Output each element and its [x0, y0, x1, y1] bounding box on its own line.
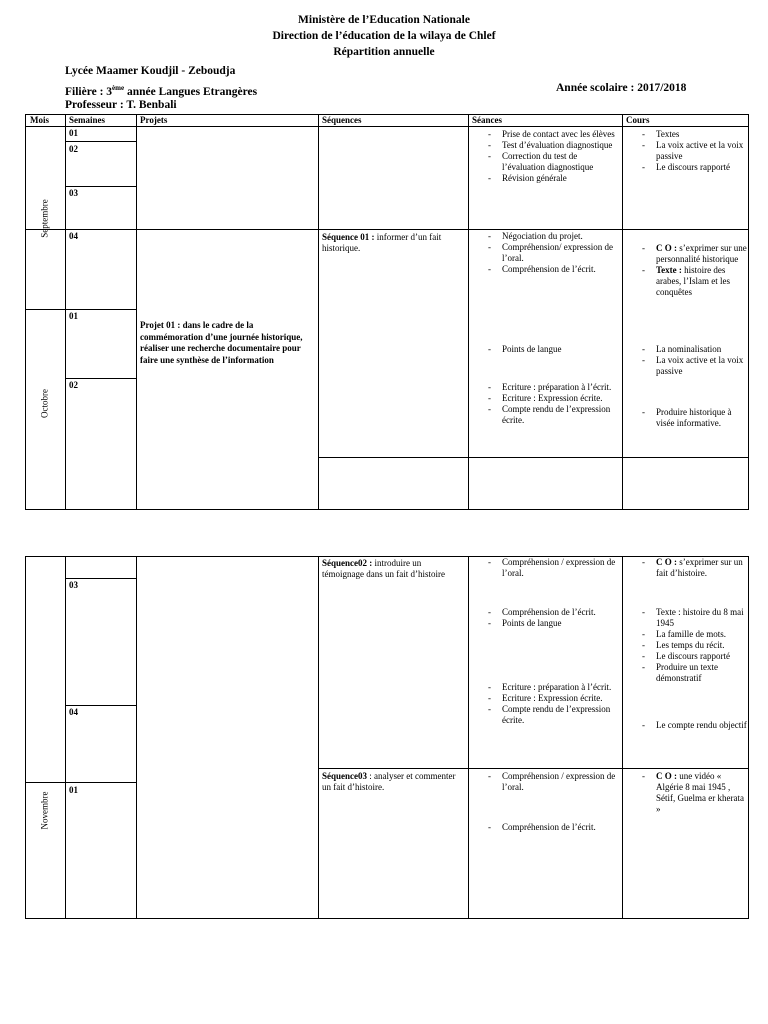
- sequence-01: Séquence 01 : informer d’un fait historique.: [322, 232, 442, 253]
- week-label: 02: [69, 380, 78, 390]
- list-item: - Textes: [638, 129, 748, 140]
- month-novembre: Novembre: [39, 791, 50, 830]
- list-item: - Ecriture : Expression écrite.: [484, 393, 618, 404]
- col-header-cours: Cours: [626, 115, 650, 125]
- list-item: - C O : une vidéo « Algérie 8 mai 1945 , Sétif, Guelma er kherata »: [638, 771, 748, 815]
- seances-list: [484, 771, 618, 793]
- list-item: - Les temps du récit.: [638, 640, 748, 651]
- col-header-projets: Projets: [140, 115, 168, 125]
- list-item: - Texte : histoire du 8 mai 1945: [638, 607, 748, 629]
- list-item: - La nominalisation: [638, 344, 748, 355]
- school-year: Année scolaire : 2017/2018: [556, 82, 687, 94]
- cours-list: [638, 771, 748, 815]
- list-item: - C O : s’exprimer sur une personnalité historique: [638, 243, 748, 265]
- cours-list: [638, 344, 748, 377]
- list-item: - Produire historique à visée informative.: [638, 407, 748, 429]
- list-item: - Le compte rendu objectif: [638, 720, 748, 731]
- week-label: 03: [69, 580, 78, 590]
- cours-list: [638, 407, 748, 429]
- list-item: - Points de langue: [484, 344, 618, 355]
- seances-list: [484, 231, 618, 275]
- list-item: - Compte rendu de l’expression écrite.: [484, 404, 618, 426]
- list-item: - C O : s’exprimer sur un fait d’histoire.: [638, 557, 748, 579]
- list-item: - Produire un texte démonstratif: [638, 662, 748, 684]
- list-item: - Révision générale: [484, 173, 618, 184]
- list-item: - Compréhension / expression de l’oral.: [484, 771, 618, 793]
- list-item: - Correction du test de l’évaluation diagnostique: [484, 151, 618, 173]
- list-item: - Compte rendu de l’expression écrite.: [484, 704, 618, 726]
- week-label: 01: [69, 785, 78, 795]
- sequence-02: Séquence02 : introduire un témoignage dans un fait d’histoire: [322, 558, 445, 579]
- col-header-semaines: Semaines: [69, 115, 105, 125]
- list-item: - La voix active et la voix passive: [638, 355, 748, 377]
- list-item: - Points de langue: [484, 618, 618, 629]
- list-item: - Négociation du projet.: [484, 231, 618, 242]
- cours-list: [638, 243, 748, 298]
- week-label: 02: [69, 144, 78, 154]
- week-label: 01: [69, 128, 78, 138]
- seances-list: [484, 382, 618, 426]
- list-item: - Ecriture : préparation à l’écrit.: [484, 682, 618, 693]
- week-label: 04: [69, 707, 78, 717]
- projet-01: Projet 01 : dans le cadre de la commémoration d’une journée historique, réaliser une recherche documentaire pour faire une synthèse de l’information: [140, 320, 303, 365]
- direction-title: Direction de l’éducation de la wilaya de Chlef: [272, 30, 496, 42]
- col-header-seances: Séances: [472, 115, 502, 125]
- cours-list: [638, 129, 748, 173]
- list-item: - Ecriture : Expression écrite.: [484, 693, 618, 704]
- list-item: - La famille de mots.: [638, 629, 748, 640]
- sequence-03: Séquence03 : analyser et commenter un fait d’histoire.: [322, 771, 456, 792]
- list-item: - Test d’évaluation diagnostique: [484, 140, 618, 151]
- month-octobre: Octobre: [39, 389, 50, 418]
- week-label: 04: [69, 231, 78, 241]
- seances-list: [484, 344, 618, 355]
- week-label: 03: [69, 188, 78, 198]
- cours-list: [638, 607, 748, 684]
- filiere: Filière : 3ème année Langues Etrangères: [65, 84, 258, 98]
- document-title: Répartition annuelle: [333, 46, 435, 58]
- list-item: - Ecriture : préparation à l’écrit.: [484, 382, 618, 393]
- seances-list: [484, 607, 618, 629]
- list-item: - Prise de contact avec les élèves: [484, 129, 618, 140]
- month-septembre: Septembre: [39, 199, 50, 238]
- col-header-mois: Mois: [30, 115, 49, 125]
- list-item: - Texte : histoire des arabes, l’Islam et les conquêtes: [638, 265, 748, 298]
- list-item: - Compréhension/ expression de l’oral.: [484, 242, 618, 264]
- cours-list: [638, 720, 748, 731]
- seances-list: [484, 129, 618, 184]
- seances-list: [484, 557, 618, 579]
- list-item: - Le discours rapporté: [638, 651, 748, 662]
- list-item: - La voix active et la voix passive: [638, 140, 748, 162]
- ministry-title: Ministère de l’Education Nationale: [298, 14, 470, 26]
- week-label: 01: [69, 311, 78, 321]
- school-name: Lycée Maamer Koudjil - Zeboudja: [65, 65, 236, 77]
- list-item: - Compréhension / expression de l’oral.: [484, 557, 618, 579]
- list-item: - Compréhension de l’écrit.: [484, 264, 618, 275]
- professor: Professeur : T. Benbali: [65, 99, 177, 111]
- list-item: - Compréhension de l’écrit.: [484, 607, 618, 618]
- col-header-sequences: Séquences: [322, 115, 362, 125]
- seances-list: [484, 682, 618, 726]
- seances-list: [484, 822, 618, 833]
- list-item: - Compréhension de l’écrit.: [484, 822, 618, 833]
- list-item: - Le discours rapporté: [638, 162, 748, 173]
- cours-list: [638, 557, 748, 579]
